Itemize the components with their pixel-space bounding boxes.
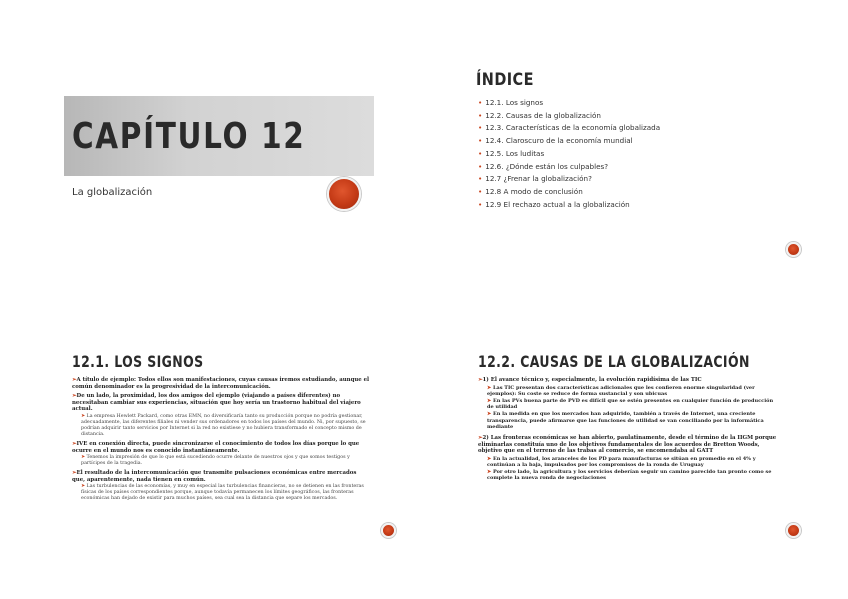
- index-item: • 12.9 El rechazo actual a la globalización: [478, 199, 630, 209]
- index-item: • 12.3. Características de la economía globalizada: [478, 123, 661, 133]
- index-item: • 12.2. Causas de la globalización: [478, 110, 601, 120]
- arrow-icon: ➤: [487, 384, 493, 391]
- bullet-icon: •: [478, 148, 483, 158]
- signos-heading: 12.1. LOS SIGNOS: [72, 352, 204, 371]
- arrow-icon: ➢: [478, 435, 483, 442]
- chapter-title: CAPÍTULO 12: [72, 116, 306, 157]
- arrow-icon: ➤: [81, 484, 87, 490]
- index-item: • 12.4. Claroscuro de la economía mundial: [478, 136, 633, 146]
- index-heading: ÍNDICE: [476, 70, 534, 90]
- arrow-icon: ➤: [487, 469, 493, 476]
- index-item: • 12.6. ¿Dónde están los culpables?: [478, 161, 609, 171]
- signos-body: [72, 374, 370, 502]
- arrow-icon: ➢: [72, 393, 77, 400]
- index-item: • 12.5. Los luditas: [478, 148, 545, 158]
- index-item: • 12.7 ¿Frenar la globalización?: [478, 174, 592, 184]
- signos-subparagraph: ➤ La empresa Hewlett Packard, como otras EMN, no diversificaría tanto su producción porque no podría gestionar, adecuadamente, las diferentes filiales ni vender sus ordenadores en todos los países del mundo. Ni, por supuesto, se podrían adquirir tanto servicios por Internet si la red no existiese y no hubiera transformado el concepto mismo de distancia.: [81, 413, 366, 437]
- causas-subparagraph: ➤ Las TIC presentan dos características adicionales que les confieren enorme singularidad (ver ejemplos): Su coste se reduce de forma sustancial y son ubicuas: [487, 384, 755, 397]
- arrow-icon: ➤: [81, 413, 87, 419]
- bullet-icon: •: [478, 161, 483, 171]
- index-list: [478, 97, 660, 211]
- bullet-icon: •: [478, 174, 483, 184]
- signos-paragraph: ➢El resultado de la intercomunicación que transmite pulsaciones económicas entre mercados que, aparentemente, nada tienen en común.: [72, 470, 357, 483]
- bullet-icon: •: [478, 98, 483, 107]
- causas-heading: 12.2. CAUSAS DE LA GLOBALIZACIÓN: [478, 352, 750, 371]
- arrow-icon: ➢: [72, 440, 77, 447]
- chapter-subtitle: La globalización: [72, 187, 153, 198]
- causas-paragraph: ➢2) Las fronteras económicas se han abierto, paulatinamente, desde el término de la IIGM porque eliminarlas constituía uno de los objetivos fundamentales de los acuerdos de Bretton Woods, objetivo que en el terreno de las trabas al comercio, se encomendaba al GATT: [478, 435, 777, 455]
- causas-subparagraph: ➤ En la actualidad, los aranceles de los PD para manufacturas se sitúan en promedio en el 4% y continúan a la baja, impulsados por los compromisos de la ronda de Uruguay: [487, 455, 756, 468]
- index-item: • 12.1. Los signos: [478, 98, 544, 107]
- signos-paragraph: ➢IVE en conexión directa, puede sincronizarse el conocimiento de todos los días porque lo que ocurre en el mundo nos es conocido instantáneamente.: [72, 440, 360, 454]
- bullet-icon: •: [478, 123, 483, 133]
- signos-paragraph: ➢A título de ejemplo: Todos ellos son manifestaciones, cuyas causas iremos estudiando, aunque el común denominador es la progresividad de la intercomunicación.: [72, 377, 370, 390]
- signos-subparagraph: ➤ Tenemos la impresión de que lo que está sucediendo ocurre delante de nuestros ojos y que somos testigos y partícipes de la tragedia.: [81, 455, 350, 467]
- signos-subparagraph: ➤ Las turbulencias de las economías, y muy en especial las turbulencias financieras, no se detienen en las fronteras físicas de los países correspondientes porque, aunque todavía permanecen los límites geográficos, las fronteras económicas han dejado de existir para muchos países, sea cual sea la distancia que separe los mercados.: [81, 484, 364, 502]
- causas-dot-icon: [786, 523, 801, 538]
- index-item: • 12.8 A modo de conclusión: [478, 186, 583, 196]
- arrow-icon: ➢: [72, 377, 77, 383]
- title-dot-icon: [327, 177, 361, 211]
- arrow-icon: ➤: [81, 455, 87, 461]
- arrow-icon: ➢: [478, 377, 483, 383]
- bullet-icon: •: [478, 186, 483, 196]
- causas-body: [478, 374, 778, 482]
- causas-subparagraph: ➤ En la medida en que los mercados han adquirido, también a través de Internet, una creciente transparencia, puede afirmarse que las funciones de utilidad se van conciliando por la informática mediante: [487, 411, 764, 430]
- arrow-icon: ➤: [487, 411, 493, 418]
- causas-subparagraph: ➤ Por otro lado, la agricultura y los servicios deberían seguir un camino parecido tan pronto como se complete la nueva ronda de negociaciones: [487, 469, 772, 482]
- bullet-icon: •: [478, 199, 483, 209]
- arrow-icon: ➢: [72, 470, 77, 477]
- signos-paragraph: ➢De un lado, la proximidad, los dos amigos del ejemplo (viajando a países diferentes) no necesitaban cambiar sus experiencias, situación que hoy sería un trastorno habitual del viajero actual.: [72, 393, 361, 413]
- signos-dot-icon: [381, 523, 396, 538]
- bullet-icon: •: [478, 110, 483, 120]
- arrow-icon: ➤: [487, 455, 493, 462]
- causas-paragraph: ➢1) El avance técnico y, especialmente, la evolución rapidísima de las TIC: [478, 377, 702, 383]
- index-dot-icon: [786, 242, 801, 257]
- causas-subparagraph: ➤ En las PVs buena parte de PVD es difícil que se estén presentes en cualquier función de producción de utilidad: [487, 398, 774, 411]
- arrow-icon: ➤: [487, 398, 493, 404]
- bullet-icon: •: [478, 136, 483, 146]
